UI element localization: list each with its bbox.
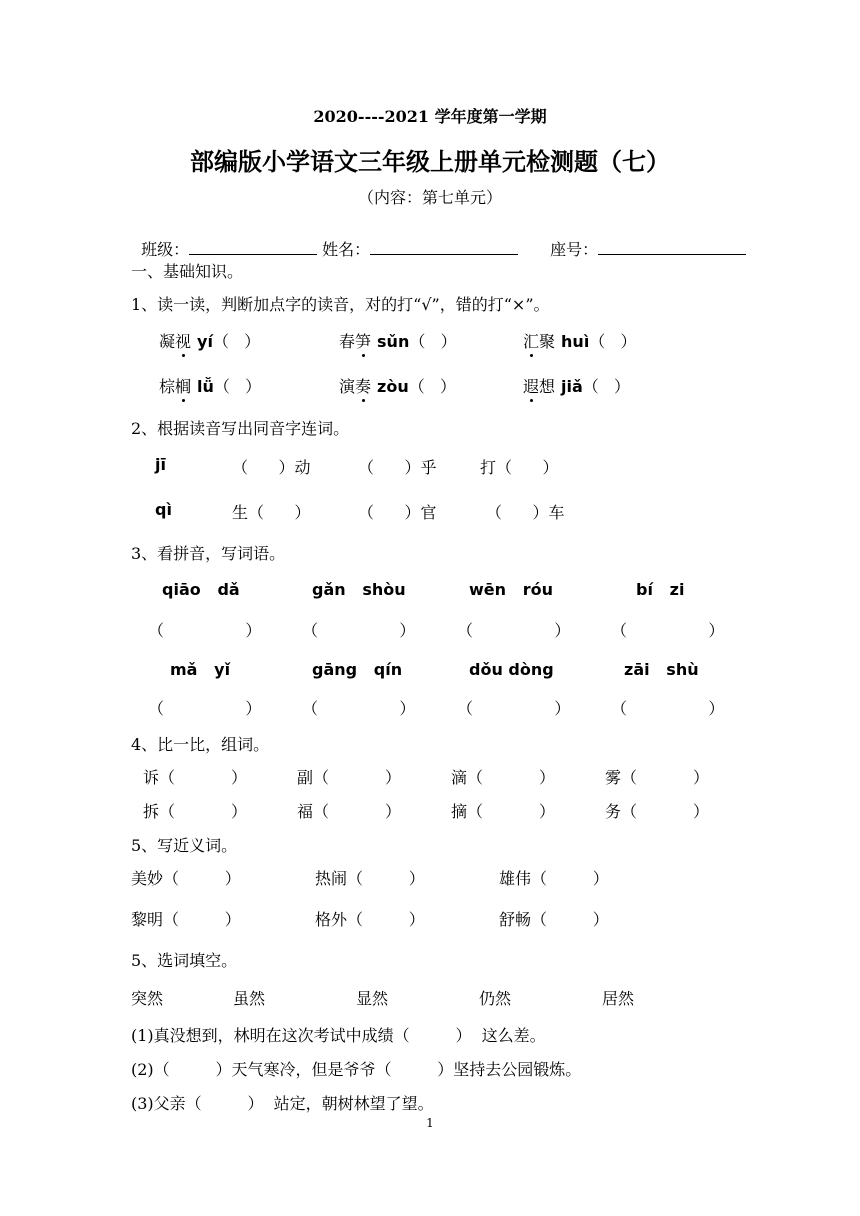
- pinyin-ji: jī: [155, 455, 166, 474]
- reading-item: [339, 374, 456, 397]
- exam-year: 2020----2021 学年度第一学期: [313, 107, 547, 126]
- name-label: 姓名：: [322, 240, 371, 259]
- question-6-title: 5、选词填空。: [131, 951, 238, 970]
- compare-item[interactable]: 摘（ ）: [451, 802, 555, 821]
- dotted-char: 视: [175, 329, 191, 352]
- dotted-char: 汇: [523, 329, 539, 352]
- compare-item[interactable]: 拆（ ）: [143, 802, 247, 821]
- question-3-title: 3、看拼音，写词语。: [131, 544, 286, 563]
- synonym-item[interactable]: 格外（ ）: [315, 910, 425, 929]
- exam-title: 部编版小学语文三年级上册单元检测题（七）: [190, 147, 670, 176]
- class-field[interactable]: [189, 240, 317, 255]
- q2-blank-2[interactable]: （ ）乎: [358, 458, 437, 477]
- compare-item[interactable]: 务（ ）: [605, 802, 709, 821]
- pinyin-word: mǎ yǐ: [170, 660, 231, 679]
- answer-paren[interactable]: （ ）: [457, 621, 571, 640]
- word-char: 想: [539, 377, 556, 396]
- answer-paren[interactable]: （ ）: [302, 621, 416, 640]
- seat-group: [540, 218, 746, 260]
- pinyin-word: wēn róu: [469, 580, 554, 599]
- pinyin-word: gāng qín: [312, 660, 403, 679]
- exam-subtitle: （内容：第七单元）: [357, 188, 502, 207]
- pinyin-word: qiāo dǎ: [162, 580, 240, 599]
- compare-item[interactable]: 滴（ ）: [451, 768, 555, 787]
- question-4-title: 4、比一比，组词。: [131, 735, 270, 754]
- word-char: 春: [339, 332, 356, 351]
- dotted-char: 奏: [355, 374, 371, 397]
- pinyin-word: dǒu dòng: [469, 660, 554, 679]
- compare-item[interactable]: 副（ ）: [297, 768, 401, 787]
- dotted-char: 遐: [523, 374, 539, 397]
- q2-blank-4[interactable]: 生（ ）: [232, 503, 311, 522]
- q2-blank-5[interactable]: （ ）官: [358, 503, 437, 522]
- synonym-item[interactable]: 美妙（ ）: [131, 869, 241, 888]
- answer-paren[interactable]: （ ）: [611, 621, 725, 640]
- fill-sentence-3[interactable]: (3)父亲（ ） 站定，朝树林望了望。: [131, 1094, 434, 1113]
- name-field[interactable]: [370, 240, 518, 255]
- word-option: 虽然: [233, 989, 266, 1008]
- synonym-item[interactable]: 雄伟（ ）: [499, 869, 609, 888]
- dotted-char: 榈: [175, 374, 191, 397]
- fill-sentence-1[interactable]: (1)真没想到，林明在这次考试中成绩（ ） 这么差。: [131, 1026, 546, 1045]
- word-char: 凝: [159, 332, 176, 351]
- pinyin: sǔn: [377, 332, 410, 351]
- answer-paren[interactable]: （ ）: [302, 699, 416, 718]
- dotted-char: 笋: [355, 329, 371, 352]
- answer-paren[interactable]: （ ）: [589, 332, 637, 351]
- word-char: 聚: [539, 332, 556, 351]
- answer-paren[interactable]: （ ）: [148, 699, 262, 718]
- synonym-item[interactable]: 热闹（ ）: [315, 869, 425, 888]
- name-group: [312, 218, 518, 260]
- seat-label: 座号：: [550, 240, 599, 259]
- pinyin-word: gǎn shòu: [312, 580, 406, 599]
- fill-sentence-2[interactable]: (2)（ ）天气寒冷，但是爷爷（ ）坚持去公园锻炼。: [131, 1060, 582, 1079]
- pinyin-word: zāi shù: [624, 660, 699, 679]
- word-option: 仍然: [479, 989, 512, 1008]
- question-5-title: 5、写近义词。: [131, 836, 238, 855]
- answer-paren[interactable]: （ ）: [148, 621, 262, 640]
- synonym-item[interactable]: 舒畅（ ）: [499, 910, 609, 929]
- page-number: 1: [426, 1116, 434, 1130]
- answer-paren[interactable]: （ ）: [212, 332, 261, 351]
- answer-paren[interactable]: （ ）: [611, 699, 725, 718]
- compare-item[interactable]: 雾（ ）: [605, 768, 709, 787]
- synonym-item[interactable]: 黎明（ ）: [131, 910, 241, 929]
- answer-paren[interactable]: （ ）: [409, 332, 457, 351]
- pinyin-qi: qì: [155, 500, 172, 519]
- class-label: 班级：: [141, 240, 190, 259]
- question-2-title: 2、根据读音写出同音字连词。: [131, 419, 350, 438]
- answer-paren[interactable]: （ ）: [582, 377, 631, 396]
- q2-blank-1[interactable]: （ ）动: [232, 458, 311, 477]
- section-heading: 一、基础知识。: [131, 262, 244, 281]
- answer-paren[interactable]: （ ）: [408, 377, 456, 396]
- answer-paren[interactable]: （ ）: [213, 377, 262, 396]
- word-option: 居然: [602, 989, 635, 1008]
- word-char: 演: [339, 377, 356, 396]
- reading-item: [339, 329, 457, 352]
- reading-item: [159, 374, 261, 397]
- pinyin: zòu: [377, 377, 409, 396]
- word-option: 显然: [356, 989, 389, 1008]
- compare-item[interactable]: 诉（ ）: [143, 768, 247, 787]
- seat-field[interactable]: [598, 240, 746, 255]
- pinyin: yí: [197, 332, 213, 351]
- answer-paren[interactable]: （ ）: [457, 699, 571, 718]
- q2-blank-3[interactable]: 打（ ）: [480, 458, 559, 477]
- info-row: [131, 218, 317, 260]
- reading-item: [159, 329, 260, 352]
- compare-item[interactable]: 福（ ）: [297, 802, 401, 821]
- pinyin-word: bí zi: [636, 580, 685, 599]
- word-option: 突然: [131, 989, 164, 1008]
- pinyin: jiǎ: [561, 377, 583, 396]
- reading-item: [523, 329, 637, 352]
- question-1-title: 1、读一读，判断加点字的读音，对的打“√”，错的打“×”。: [131, 295, 550, 314]
- pinyin: lǚ: [197, 377, 214, 396]
- pinyin: huì: [561, 332, 590, 351]
- word-char: 棕: [159, 377, 176, 396]
- q2-blank-6[interactable]: （ ）车: [486, 503, 565, 522]
- reading-item: [523, 374, 630, 397]
